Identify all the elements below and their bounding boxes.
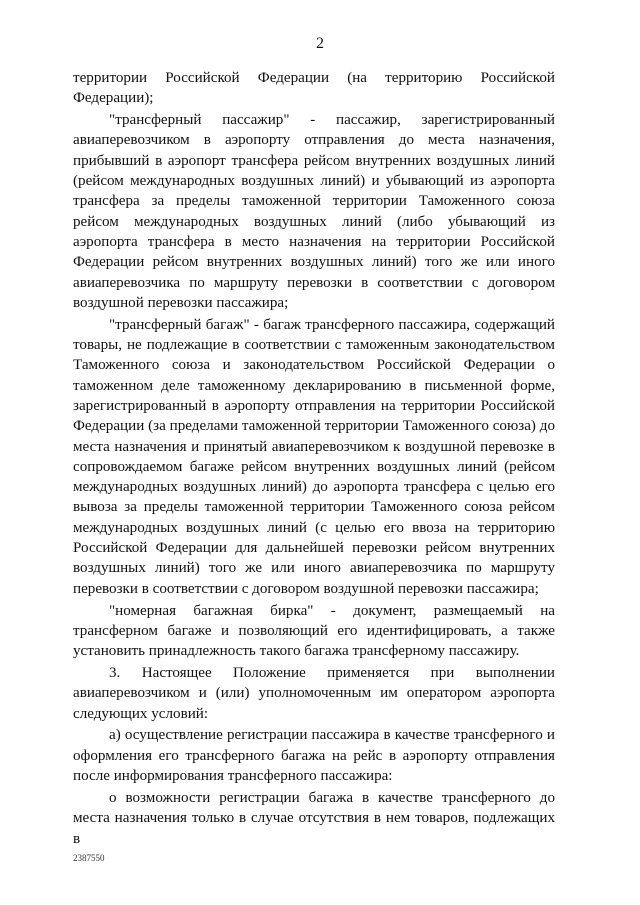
paragraph-condition-a: а) осуществление регистрации пассажира в качестве трансферного и оформления его трансферного багажа на рейс в аэропорту отправления после информирования трансферного пассажира:: [73, 727, 555, 785]
page-number: 2: [316, 35, 324, 52]
paragraph-transfer-baggage-definition: "трансферный багаж" - багаж трансферного пассажира, содержащий товары, не подлежащие в соответствии с таможенным законодательством Таможенного союза и законодательством Российской Федерации о таможенном деле таможенному декларированию в письменной форме, зарегистрированный в аэропорту отправления на территории Российской Федерации (за пределами таможенной территории Таможенного союза) до места назначения и принятый авиаперевозчиком к воздушной перевозке в сопровождаемом багаже рейсом внутренних воздушных линий (рейсом международных воздушных линий) до аэропорта трансфера с целью его вывоза за пределы таможенной территории Таможенного союза рейсом международных воздушных линий (с целью его ввоза на территорию Российской Федерации для дальнейшей перевозки рейсом внутренних воздушных линий) того же или иного авиаперевозчика по маршруту перевозки в соответствии с договором воздушной перевозки пассажира;: [73, 316, 555, 597]
paragraph-section-3: 3. Настоящее Положение применяется при выполнении авиаперевозчиком и (или) уполномоченным им оператором аэропорта следующих условий:: [73, 664, 555, 722]
document-code: 2387550: [73, 853, 105, 863]
document-body: [73, 68, 555, 849]
paragraph-baggage-tag-definition: "номерная багажная бирка" - документ, размещаемый на трансферном багаже и позволяющий его идентифицировать, а также установить принадлежность такого багажа трансферному пассажиру.: [73, 602, 555, 660]
paragraph-transfer-passenger-definition: "трансферный пассажир" - пассажир, зарегистрированный авиаперевозчиком в аэропорту отправления до места назначения, прибывший в аэропорт трансфера рейсом внутренних воздушных линий (рейсом международных воздушных линий) и убывающий из аэропорта трансфера за пределы таможенной территории Таможенного союза рейсом международных воздушных линий (либо убывающий из аэропорта трансфера в место назначения на территории Российской Федерации рейсом внутренних воздушных линий) того же или иного авиаперевозчика по маршруту перевозки в соответствии с договором воздушной перевозки пассажира;: [73, 112, 555, 311]
paragraph-registration-possibility: о возможности регистрации багажа в качестве трансферного до места назначения только в случае отсутствия в нем товаров, подлежащих в: [73, 789, 555, 847]
paragraph-continuation: территории Российской Федерации (на территорию Российской Федерации);: [73, 70, 555, 107]
